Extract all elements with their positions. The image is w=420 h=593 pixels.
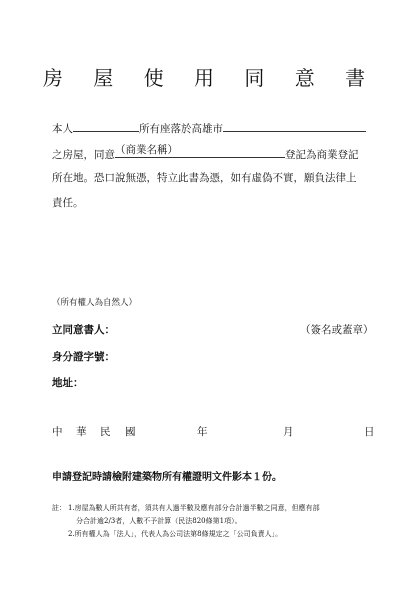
- property-address-blank[interactable]: [223, 120, 366, 132]
- date-char-zhong: 中: [52, 426, 63, 438]
- owner-name-blank[interactable]: [73, 120, 139, 132]
- consent-line-1: [52, 120, 366, 136]
- footnote-1-line-2: 分合計逾2/3者，人數不予計算（民法820條第1項）。: [76, 517, 242, 525]
- date-month: 月: [283, 426, 294, 438]
- owner-prefix: 本人: [52, 123, 73, 135]
- footnote-2: 2.所有權人為「法人」，代表人為公司法第8條規定之「公司負責人」。: [68, 530, 283, 538]
- date-char-min: 民: [100, 426, 111, 438]
- attachment-requirement: 申請登記時請檢附建築物所有權證明文件影本１份。: [52, 472, 282, 483]
- signature-hint: （簽名或蓋章）: [300, 324, 374, 336]
- consent-line-3: 所在地。恐口說無憑，特立此書為憑，如有虛偽不實，願負法律上: [52, 172, 357, 184]
- consent-line-2: [52, 146, 359, 162]
- date-line: [0, 424, 420, 440]
- document-title: 房 屋 使 用 同 意 書: [42, 66, 378, 90]
- address-field[interactable]: [90, 376, 290, 390]
- id-number-label: 身分證字號：: [52, 351, 115, 363]
- footnote-label: 註：: [52, 504, 66, 512]
- date-char-hua: 華: [76, 426, 87, 438]
- footnote-1-line-1: 1.房屋為數人所共有者，須共有人過半數及應有部分合計過半數之同意，但應有部: [68, 504, 320, 512]
- id-number-field[interactable]: [120, 350, 290, 364]
- consent-line-4: 責任。: [52, 197, 84, 209]
- address-label: 地址：: [52, 377, 84, 389]
- date-day: 日: [364, 426, 375, 438]
- business-name-blank[interactable]: [115, 146, 285, 158]
- date-year: 年: [197, 426, 208, 438]
- signature-area[interactable]: [120, 323, 290, 337]
- date-char-guo: 國: [125, 426, 136, 438]
- property-location-text: 所有座落於高雄市: [139, 123, 223, 135]
- signer-label: 立同意書人：: [52, 324, 115, 336]
- consent-text: 之房屋，同意: [52, 149, 115, 161]
- registration-text: 登記為商業登記: [285, 149, 359, 161]
- business-name-hint: （商業名稱）: [115, 144, 178, 156]
- owner-type-note: （所有權人為自然人）: [52, 298, 138, 308]
